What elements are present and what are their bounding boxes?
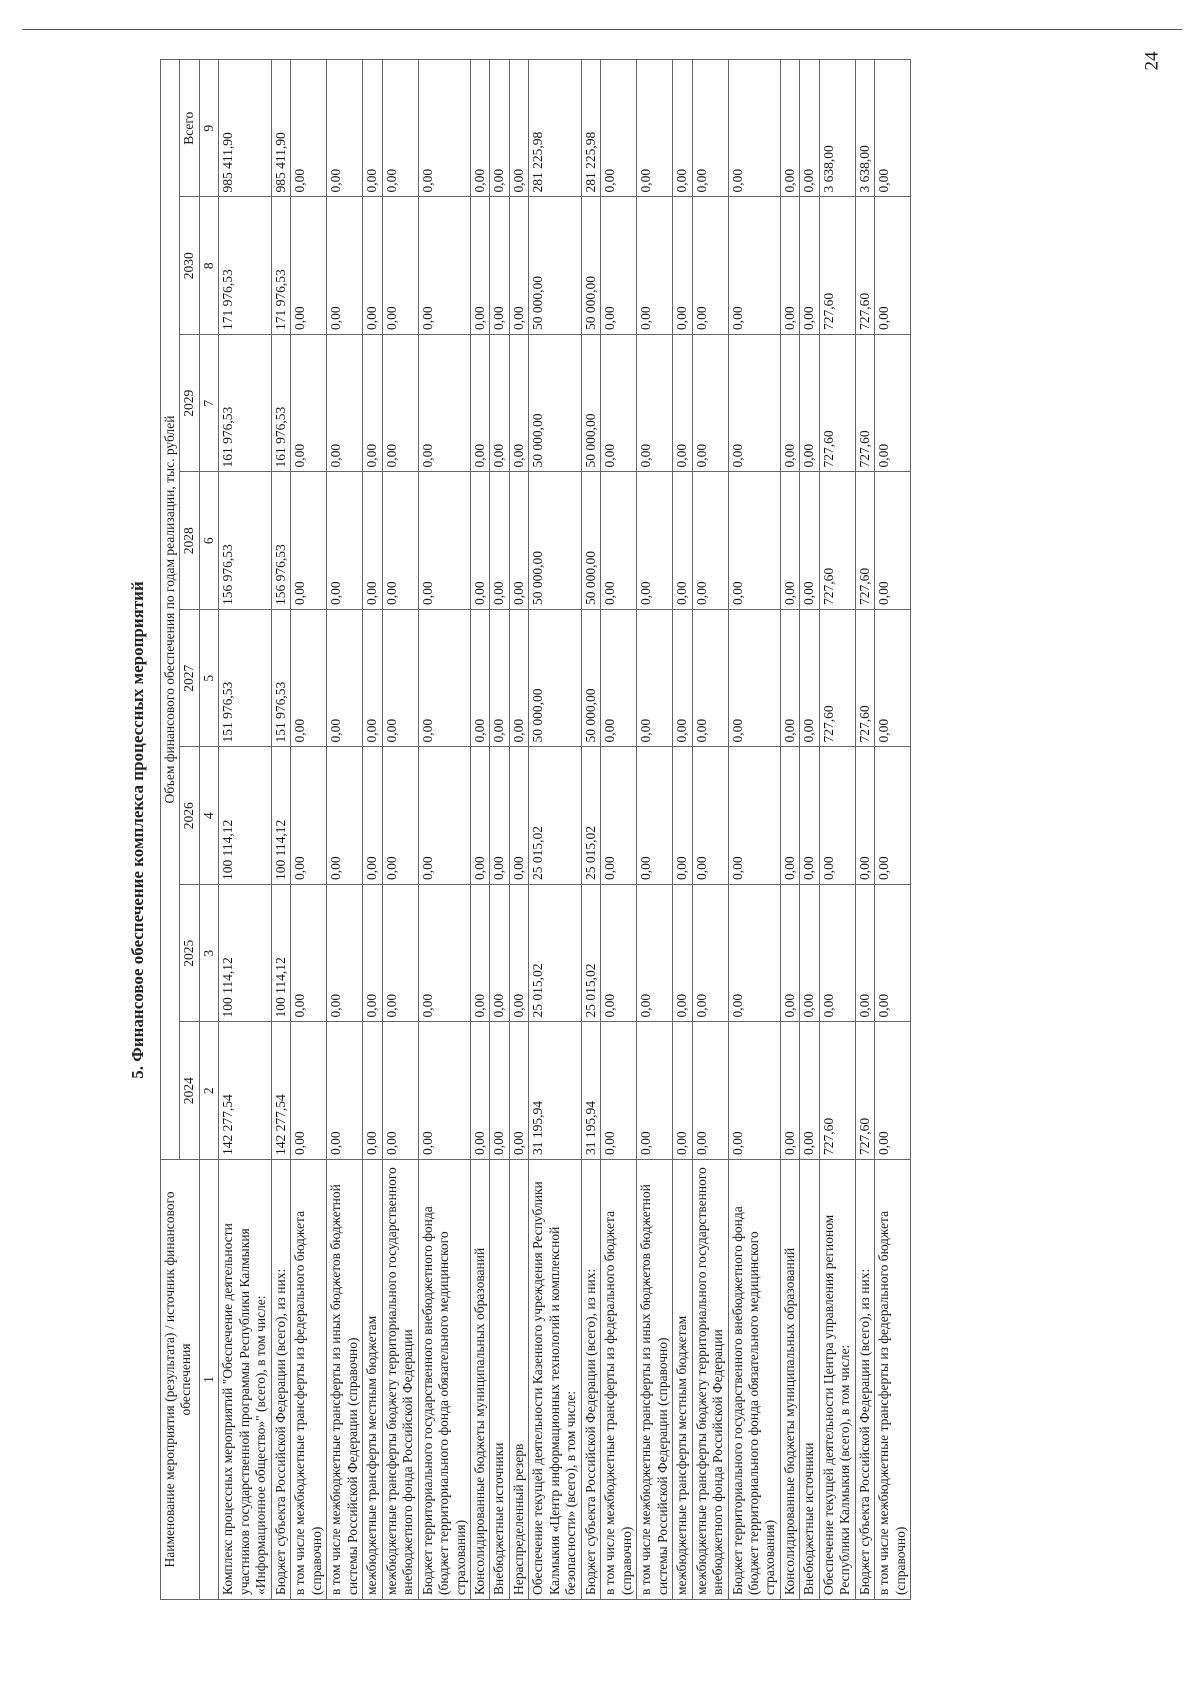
row-value: 0,00 [363, 335, 382, 473]
table-row [875, 59, 911, 1599]
row-value: 0,00 [509, 610, 528, 748]
row-value: 0,00 [382, 197, 418, 335]
row-value: 0,00 [875, 747, 911, 885]
table-row [692, 59, 728, 1599]
row-value: 0,00 [418, 885, 470, 1023]
table-row [271, 59, 290, 1599]
row-value: 0,00 [470, 335, 489, 473]
row-value: 727,60 [855, 197, 874, 335]
row-value: 0,00 [601, 885, 637, 1023]
row-value: 0,00 [327, 59, 363, 197]
finance-table [160, 59, 911, 1600]
row-value: 0,00 [470, 610, 489, 748]
row-value: 0,00 [673, 335, 692, 473]
row-value: 0,00 [875, 472, 911, 610]
row-value: 50 000,00 [529, 197, 581, 335]
row-value: 985 411,90 [271, 59, 290, 197]
row-value: 0,00 [327, 885, 363, 1023]
table-body [219, 59, 911, 1599]
row-value: 25 015,02 [581, 747, 600, 885]
row-value: 0,00 [637, 747, 673, 885]
row-value: 0,00 [363, 472, 382, 610]
row-value: 50 000,00 [529, 335, 581, 473]
table-row [509, 59, 528, 1599]
row-value: 0,00 [800, 59, 819, 197]
table-row [490, 59, 509, 1599]
row-value: 0,00 [728, 747, 780, 885]
row-value: 0,00 [490, 885, 509, 1023]
header-year: 2030 [180, 197, 199, 335]
row-value: 0,00 [418, 747, 470, 885]
row-value: 0,00 [363, 747, 382, 885]
row-value: 727,60 [855, 1022, 874, 1160]
row-value: 0,00 [291, 59, 327, 197]
row-value: 0,00 [637, 472, 673, 610]
row-value: 0,00 [673, 197, 692, 335]
row-label: межбюджетные трансферты бюджету территориального государственного внебюджетного фонда Российской Федерации [382, 1160, 418, 1600]
row-value: 0,00 [601, 610, 637, 748]
row-value: 727,60 [855, 610, 874, 748]
row-value: 727,60 [819, 197, 855, 335]
table-row [601, 59, 637, 1599]
row-value: 50 000,00 [581, 472, 600, 610]
row-value: 727,60 [819, 1022, 855, 1160]
header-col-number: 3 [199, 885, 218, 1023]
row-value: 0,00 [470, 1022, 489, 1160]
header-year: 2024 [180, 1022, 199, 1160]
row-value: 0,00 [673, 885, 692, 1023]
row-label: в том числе межбюджетные трансферты из иных бюджетов бюджетной системы Российской Федерации (справочно) [327, 1160, 363, 1600]
row-label: Бюджет территориального государственного внебюджетного фонда (бюджет территориального фонда обязательного медицинского страхования) [728, 1160, 780, 1600]
row-value: 0,00 [291, 610, 327, 748]
table-row [581, 59, 600, 1599]
row-value: 0,00 [637, 335, 673, 473]
row-value: 727,60 [819, 335, 855, 473]
row-value: 100 114,12 [219, 747, 271, 885]
row-value: 0,00 [470, 885, 489, 1023]
row-label: в том числе межбюджетные трансферты из федерального бюджета (справочно) [291, 1160, 327, 1600]
header-col-number: 2 [199, 1022, 218, 1160]
row-value: 0,00 [800, 335, 819, 473]
header-col-number: 6 [199, 472, 218, 610]
row-value: 0,00 [470, 472, 489, 610]
row-value: 0,00 [509, 197, 528, 335]
header-row-numbers [199, 59, 218, 1599]
row-value: 151 976,53 [219, 610, 271, 748]
header-year: 2026 [180, 747, 199, 885]
table-row [529, 59, 581, 1599]
table-row [819, 59, 855, 1599]
row-value: 0,00 [800, 197, 819, 335]
row-label: в том числе межбюджетные трансферты из федерального бюджета (справочно) [875, 1160, 911, 1600]
row-value: 0,00 [637, 197, 673, 335]
row-value: 0,00 [800, 1022, 819, 1160]
row-value: 0,00 [855, 885, 874, 1023]
table-row [363, 59, 382, 1599]
header-group: Объем финансового обеспечения по годам реализации, тыс. рублей [161, 59, 180, 1159]
row-label: межбюджетные трансферты местным бюджетам [673, 1160, 692, 1600]
row-value: 142 277,54 [271, 1022, 290, 1160]
row-value: 0,00 [327, 197, 363, 335]
row-value: 0,00 [509, 885, 528, 1023]
table-row [382, 59, 418, 1599]
row-value: 0,00 [327, 747, 363, 885]
row-value: 0,00 [382, 610, 418, 748]
row-value: 31 195,94 [529, 1022, 581, 1160]
row-label: Обеспечение текущей деятельности Центра управления регионом Республики Калмыкия (всего), в том числе: [819, 1160, 855, 1600]
row-value: 25 015,02 [581, 885, 600, 1023]
row-value: 0,00 [363, 197, 382, 335]
row-value: 281 225,98 [529, 59, 581, 197]
row-value: 0,00 [780, 885, 799, 1023]
row-value: 0,00 [327, 335, 363, 473]
row-value: 0,00 [363, 59, 382, 197]
row-value: 281 225,98 [581, 59, 600, 197]
row-value: 0,00 [470, 747, 489, 885]
row-value: 151 976,53 [271, 610, 290, 748]
row-label: в том числе межбюджетные трансферты из иных бюджетов бюджетной системы Российской Федерации (справочно) [637, 1160, 673, 1600]
row-value: 0,00 [601, 472, 637, 610]
row-label: Бюджет субъекта Российской Федерации (всего), из них: [581, 1160, 600, 1600]
row-value: 0,00 [327, 472, 363, 610]
table-row [780, 59, 799, 1599]
row-value: 727,60 [819, 610, 855, 748]
row-value: 0,00 [509, 335, 528, 473]
row-label: межбюджетные трансферты местным бюджетам [363, 1160, 382, 1600]
row-value: 0,00 [673, 59, 692, 197]
row-value: 0,00 [291, 885, 327, 1023]
header-col-number: 8 [199, 197, 218, 335]
header-year: 2027 [180, 610, 199, 748]
row-value: 0,00 [692, 1022, 728, 1160]
row-label: Комплекс процессных мероприятий "Обеспечение деятельности участников государственной программы Республики Калмыкия «Информационное общество»" (всего), в том числе: [219, 1160, 271, 1600]
row-value: 171 976,53 [271, 197, 290, 335]
row-value: 0,00 [673, 472, 692, 610]
page-number: 24 [1141, 51, 1163, 71]
row-value: 0,00 [780, 197, 799, 335]
row-value: 0,00 [692, 197, 728, 335]
row-value: 0,00 [418, 1022, 470, 1160]
row-value: 0,00 [875, 335, 911, 473]
row-value: 727,60 [819, 472, 855, 610]
header-year: Всего [180, 59, 199, 197]
row-value: 0,00 [327, 610, 363, 748]
row-value: 0,00 [692, 59, 728, 197]
header-col-number: 7 [199, 335, 218, 473]
row-value: 0,00 [728, 1022, 780, 1160]
row-value: 0,00 [875, 197, 911, 335]
row-value: 0,00 [382, 472, 418, 610]
row-value: 985 411,90 [219, 59, 271, 197]
row-value: 0,00 [728, 610, 780, 748]
row-value: 0,00 [382, 885, 418, 1023]
table-row [327, 59, 363, 1599]
table-row [291, 59, 327, 1599]
row-value: 0,00 [291, 472, 327, 610]
row-value: 0,00 [780, 335, 799, 473]
row-value: 0,00 [291, 747, 327, 885]
row-value: 0,00 [418, 59, 470, 197]
row-value: 0,00 [509, 1022, 528, 1160]
row-value: 0,00 [819, 747, 855, 885]
row-label: в том числе межбюджетные трансферты из федерального бюджета (справочно) [601, 1160, 637, 1600]
row-value: 31 195,94 [581, 1022, 600, 1160]
row-value: 0,00 [363, 885, 382, 1023]
row-label: Внебюджетные источники [800, 1160, 819, 1600]
table-row [855, 59, 874, 1599]
row-value: 0,00 [490, 747, 509, 885]
row-label: Бюджет субъекта Российской Федерации (всего), из них: [271, 1160, 290, 1600]
row-value: 0,00 [418, 197, 470, 335]
row-value: 156 976,53 [271, 472, 290, 610]
row-value: 0,00 [291, 1022, 327, 1160]
rotated-page [110, 30, 1110, 1630]
row-value: 171 976,53 [219, 197, 271, 335]
row-value: 0,00 [728, 59, 780, 197]
table-row [470, 59, 489, 1599]
row-label: Нераспределенный резерв [509, 1160, 528, 1600]
header-row-1 [161, 59, 180, 1599]
header-name: Наименование мероприятия (результата) / источник финансового обеспечения [161, 1160, 200, 1600]
row-value: 161 976,53 [219, 335, 271, 473]
row-value: 0,00 [728, 472, 780, 610]
row-value: 0,00 [509, 59, 528, 197]
table-row [673, 59, 692, 1599]
row-label: межбюджетные трансферты бюджету территориального государственного внебюджетного фонда Российской Федерации [692, 1160, 728, 1600]
row-value: 0,00 [692, 747, 728, 885]
row-value: 0,00 [800, 747, 819, 885]
row-value: 0,00 [418, 335, 470, 473]
row-label: Внебюджетные источники [490, 1160, 509, 1600]
row-value: 100 114,12 [219, 885, 271, 1023]
table-row [728, 59, 780, 1599]
row-value: 0,00 [490, 472, 509, 610]
table-row [219, 59, 271, 1599]
row-value: 0,00 [692, 472, 728, 610]
row-value: 0,00 [728, 335, 780, 473]
row-label: Обеспечение текущей деятельности Казенного учреждения Республики Калмыкия «Центр информационных технологий и комплексной безопасности» (всего), в том числе: [529, 1160, 581, 1600]
row-value: 0,00 [470, 59, 489, 197]
section-title: 5. Финансовое обеспечение комплекса процессных мероприятий [128, 581, 147, 1079]
row-value: 0,00 [692, 885, 728, 1023]
row-value: 0,00 [673, 747, 692, 885]
row-value: 0,00 [291, 335, 327, 473]
row-value: 25 015,02 [529, 747, 581, 885]
row-value: 0,00 [800, 885, 819, 1023]
header-col-number: 4 [199, 747, 218, 885]
row-value: 0,00 [490, 335, 509, 473]
row-value: 0,00 [875, 1022, 911, 1160]
row-value: 0,00 [601, 197, 637, 335]
row-value: 0,00 [673, 1022, 692, 1160]
row-value: 0,00 [382, 1022, 418, 1160]
row-value: 142 277,54 [219, 1022, 271, 1160]
row-value: 0,00 [692, 610, 728, 748]
table-row [637, 59, 673, 1599]
header-year: 2029 [180, 335, 199, 473]
row-value: 3 638,00 [855, 59, 874, 197]
row-value: 0,00 [363, 1022, 382, 1160]
row-value: 0,00 [780, 610, 799, 748]
row-value: 156 976,53 [219, 472, 271, 610]
row-label: Консолидированные бюджеты муниципальных образований [470, 1160, 489, 1600]
row-label: Бюджет территориального государственного внебюджетного фонда (бюджет территориального фонда обязательного медицинского страхования) [418, 1160, 470, 1600]
table-row [800, 59, 819, 1599]
row-value: 0,00 [728, 885, 780, 1023]
row-value: 100 114,12 [271, 885, 290, 1023]
header-year: 2025 [180, 885, 199, 1023]
row-value: 0,00 [800, 610, 819, 748]
row-value: 0,00 [490, 197, 509, 335]
row-value: 0,00 [509, 747, 528, 885]
row-value: 50 000,00 [581, 610, 600, 748]
row-label: Консолидированные бюджеты муниципальных образований [780, 1160, 799, 1600]
row-value: 0,00 [800, 472, 819, 610]
row-value: 0,00 [637, 1022, 673, 1160]
row-value: 25 015,02 [529, 885, 581, 1023]
row-value: 0,00 [728, 197, 780, 335]
row-value: 0,00 [490, 59, 509, 197]
row-value: 0,00 [490, 1022, 509, 1160]
row-value: 0,00 [875, 610, 911, 748]
header-col-number: 9 [199, 59, 218, 197]
row-value: 0,00 [509, 472, 528, 610]
row-value: 727,60 [855, 335, 874, 473]
row-value: 0,00 [382, 335, 418, 473]
row-value: 0,00 [819, 885, 855, 1023]
row-value: 0,00 [601, 1022, 637, 1160]
row-value: 0,00 [601, 747, 637, 885]
row-value: 100 114,12 [271, 747, 290, 885]
row-value: 0,00 [875, 885, 911, 1023]
table-row [418, 59, 470, 1599]
row-value: 0,00 [601, 59, 637, 197]
row-value: 50 000,00 [529, 610, 581, 748]
row-value: 3 638,00 [819, 59, 855, 197]
row-value: 50 000,00 [581, 335, 600, 473]
row-value: 0,00 [673, 610, 692, 748]
row-value: 161 976,53 [271, 335, 290, 473]
row-value: 0,00 [291, 197, 327, 335]
row-value: 0,00 [637, 610, 673, 748]
header-year: 2028 [180, 472, 199, 610]
header-col-number: 1 [199, 1160, 218, 1600]
header-col-number: 5 [199, 610, 218, 748]
row-value: 0,00 [637, 59, 673, 197]
row-value: 0,00 [601, 335, 637, 473]
row-value: 0,00 [780, 59, 799, 197]
row-value: 0,00 [780, 747, 799, 885]
row-value: 0,00 [855, 747, 874, 885]
row-value: 0,00 [637, 885, 673, 1023]
row-value: 0,00 [470, 197, 489, 335]
row-value: 0,00 [327, 1022, 363, 1160]
row-value: 0,00 [780, 1022, 799, 1160]
row-value: 0,00 [490, 610, 509, 748]
row-value: 0,00 [780, 472, 799, 610]
row-label: Бюджет субъекта Российской Федерации (всего), из них: [855, 1160, 874, 1600]
row-value: 0,00 [875, 59, 911, 197]
row-value: 0,00 [692, 335, 728, 473]
row-value: 0,00 [418, 472, 470, 610]
row-value: 727,60 [855, 472, 874, 610]
row-value: 50 000,00 [581, 197, 600, 335]
row-value: 50 000,00 [529, 472, 581, 610]
row-value: 0,00 [382, 59, 418, 197]
row-value: 0,00 [363, 610, 382, 748]
row-value: 0,00 [382, 747, 418, 885]
row-value: 0,00 [418, 610, 470, 748]
